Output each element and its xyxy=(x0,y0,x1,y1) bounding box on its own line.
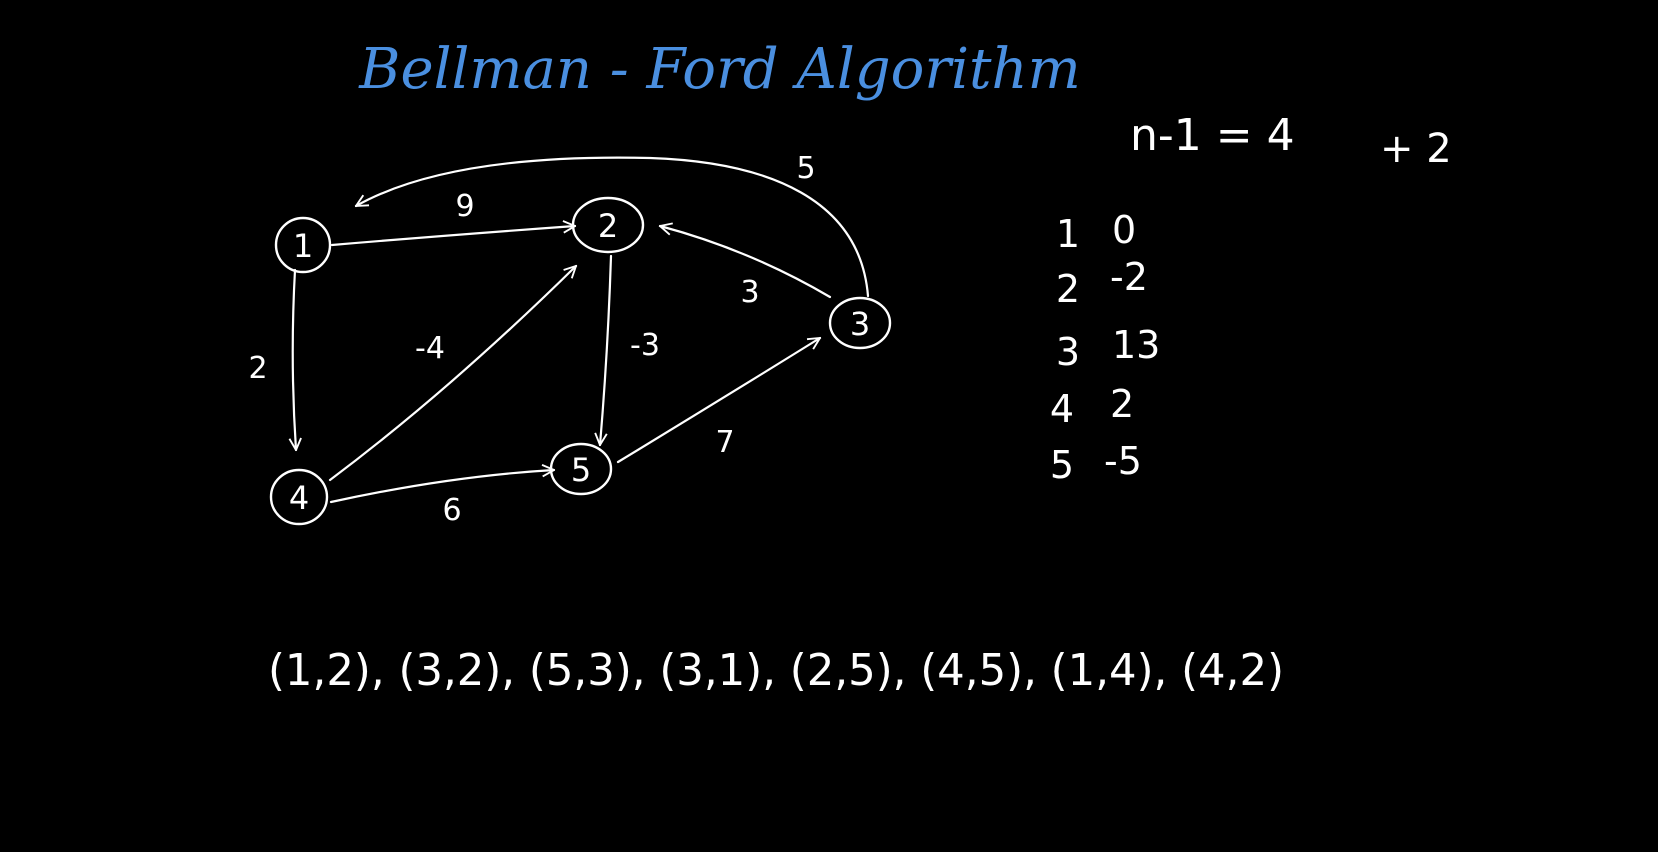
edge-weight-4-2: -4 xyxy=(415,331,445,366)
distance-vertex-1: 1 xyxy=(1055,212,1081,256)
distance-vertex-2: 2 xyxy=(1055,267,1081,311)
distance-value-1: 0 xyxy=(1112,208,1137,252)
edge-1-2 xyxy=(332,226,575,245)
distance-table xyxy=(1050,208,1160,487)
distance-value-3: 13 xyxy=(1112,323,1161,367)
distance-vertex-5: 5 xyxy=(1049,443,1075,487)
distance-value-5: -5 xyxy=(1104,439,1142,483)
edge-weight-1-2: 9 xyxy=(455,189,475,224)
edge-1-4 xyxy=(293,270,296,450)
edge-weight-4-5: 6 xyxy=(442,493,462,528)
extra-iterations: + 2 xyxy=(1380,126,1452,172)
node-3-label: 3 xyxy=(849,305,871,343)
edge-weight-5-3: 7 xyxy=(715,425,735,460)
distance-value-4: 2 xyxy=(1110,382,1135,426)
node-5-label: 5 xyxy=(570,451,592,489)
edge-weight-3-1: 5 xyxy=(796,151,816,186)
edge-2-5 xyxy=(600,256,611,445)
page-title: Bellman - Ford Algorithm xyxy=(359,37,1081,102)
edge-4-2 xyxy=(330,266,576,480)
edge-weight-2-5: -3 xyxy=(630,328,660,363)
distance-value-2: -2 xyxy=(1110,255,1148,299)
distance-vertex-4: 4 xyxy=(1049,387,1075,431)
iteration-formula: n-1 = 4 xyxy=(1130,110,1295,161)
edge-weight-1-4: 2 xyxy=(248,351,268,386)
edge-order: (1,2), (3,2), (5,3), (3,1), (2,5), (4,5), (1,4), (4,2) xyxy=(268,645,1284,696)
edge-weight-3-2: 3 xyxy=(740,275,760,310)
node-4-label: 4 xyxy=(288,479,310,517)
distance-vertex-3: 3 xyxy=(1055,330,1081,374)
node-2-label: 2 xyxy=(597,207,619,245)
node-1-label: 1 xyxy=(292,227,314,265)
